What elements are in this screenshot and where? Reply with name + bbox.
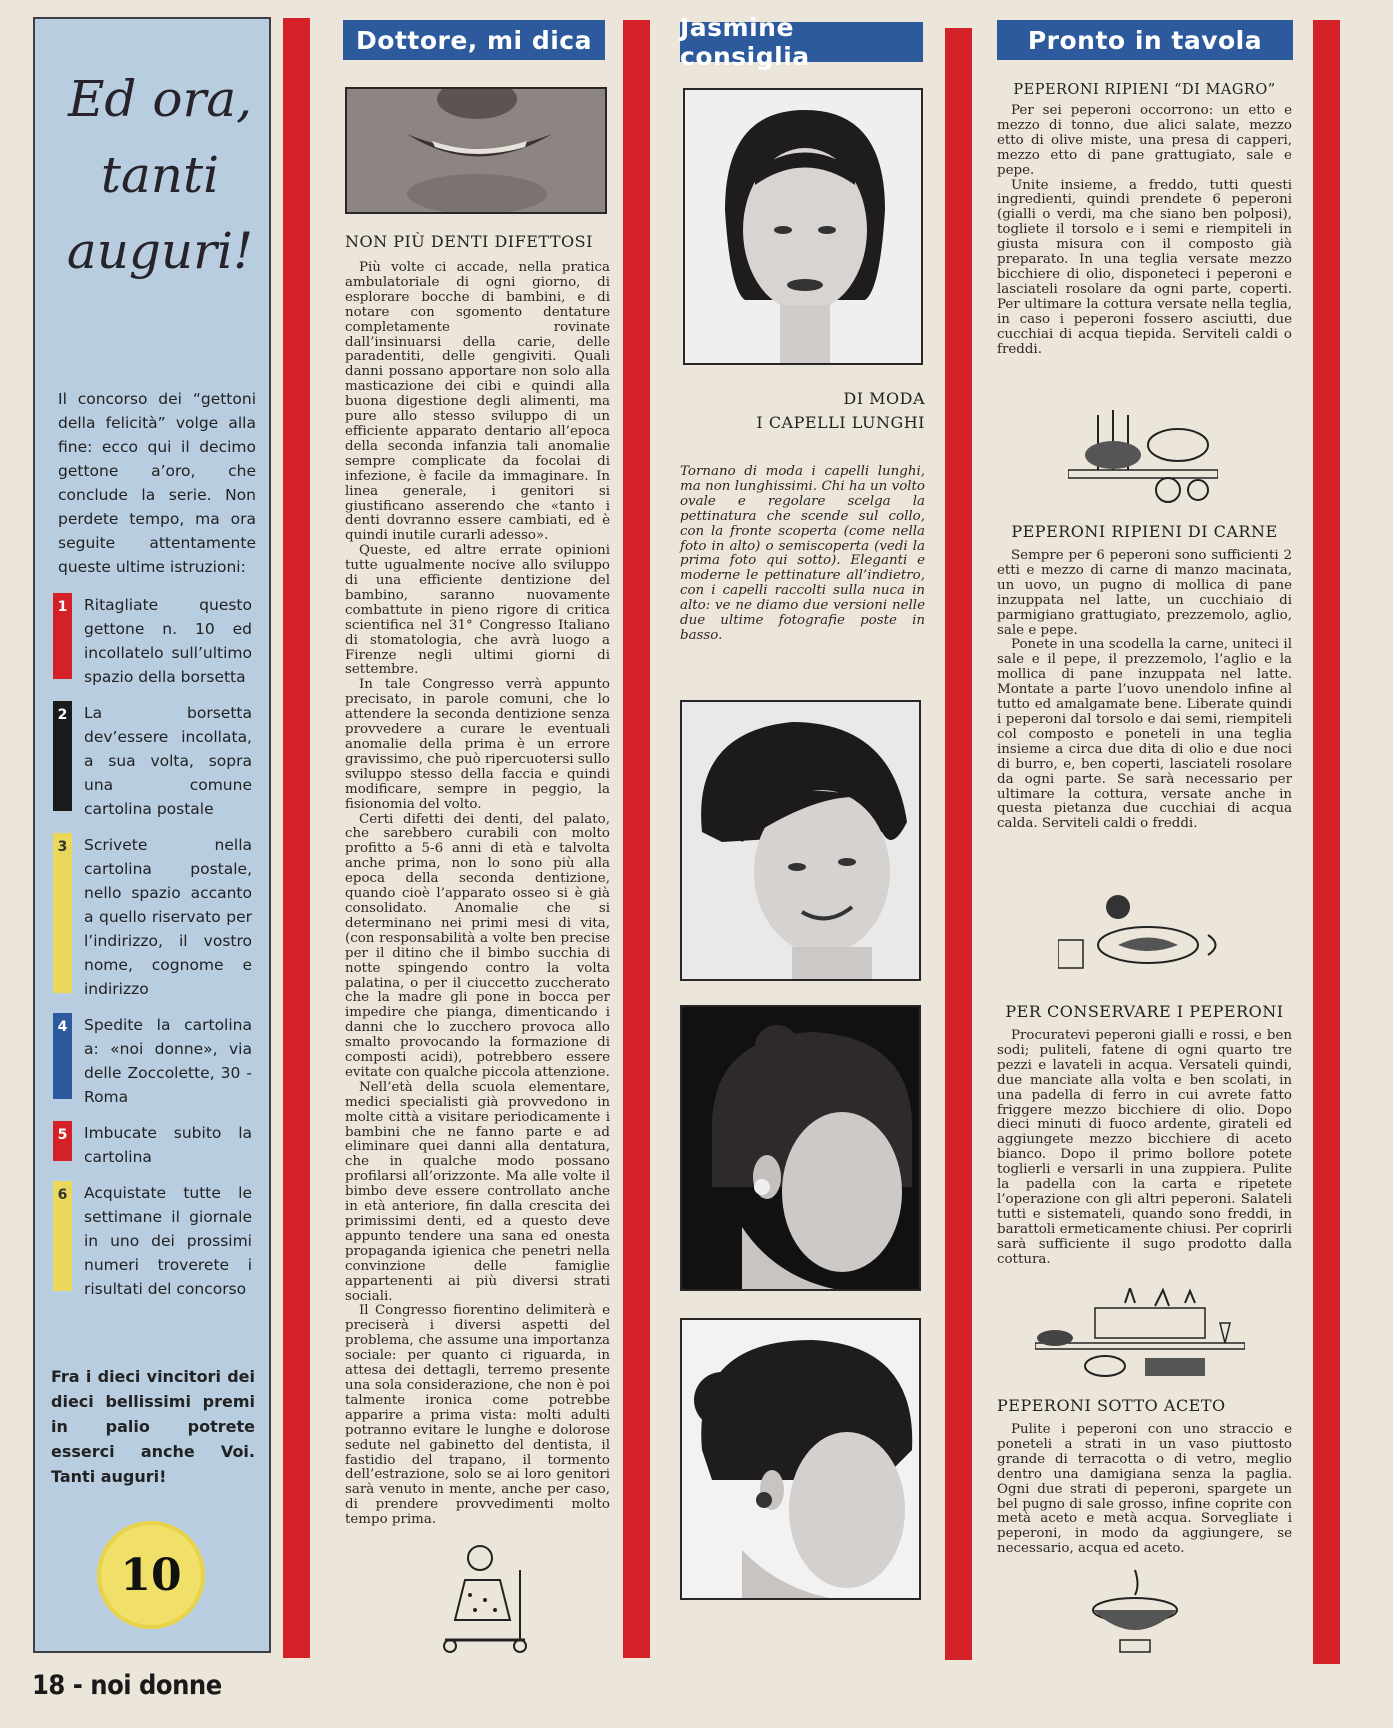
page-footer: 18 - noi donne <box>32 1670 222 1701</box>
recipes-column <box>997 522 1292 832</box>
heading-line: DI MODA <box>843 389 925 408</box>
step-number: 5 <box>53 1121 72 1161</box>
recipe-title: PEPERONI RIPIENI “DI MAGRO” <box>1013 82 1276 98</box>
recipe-title: PEPERONI RIPIENI DI CARNE <box>1011 522 1278 541</box>
step-item <box>53 593 263 689</box>
contest-sidebar <box>33 17 271 1653</box>
article-body: Tornano di moda i capelli lunghi, ma non lunghissimi. Chi ha un volto ovale e regolare scelga la pettinatura che scende sul collo, con la fronte scoperta (come nella foto in alto) o semiscoperta (vedi la prima foto qui sotto). Eleganti e moderne le pettinature all’indietro, con i capelli raccolti sulla nuca in alto: ve ne diamo due versioni nelle due ultime fotografie poste in basso. <box>680 464 925 643</box>
portrait-photo-3 <box>680 1005 921 1291</box>
fish-platter-illustration <box>1058 895 1228 979</box>
step-text: Scrivete nella cartolina postale, nello spazio accanto a quello riservato per l’indirizzo, il vostro nome, cognome e indirizzo <box>84 836 252 998</box>
dental-article <box>345 232 610 1528</box>
step-item <box>53 1121 263 1169</box>
step-number: 2 <box>53 701 72 811</box>
article-heading: NON PIÙ DENTI DIFETTOSI <box>345 232 593 251</box>
step-text: Ritagliate questo gettone n. 10 ed incollatelo sull’ultimo spazio della borsetta <box>84 596 252 686</box>
scooter-girl-illustration <box>425 1540 545 1664</box>
recipe-paragraph: Pulite i peperoni con uno straccio e poneteli a strati in un vaso piuttosto grande di terracotta o di vetro, meglio dentro una damigiana senza la paglia. Ogni due strati di peperoni, spargete un bel pugno di sale grosso, infine coprite con metà aceto e metà acqua. Sorvegliate i peperoni, in modo da aggiungere, se necessario, acqua ed aceto. <box>997 1422 1292 1557</box>
article-heading <box>680 387 925 435</box>
step-item <box>53 701 263 821</box>
step-text: Imbucate subito la cartolina <box>84 1124 252 1166</box>
article-paragraph: Nell’età della scuola elementare, medici specialisti già provvedono in molte città a visitare periodicamente i bambini che ne fanno parte e ad eliminare quei danni alla dentatura, che in qualche modo possano profilarsi all’orizzonte. Ma alle volte il bimbo deve essere controllato anche in età anteriore, fin dalla crescita dei primissimi denti, ed a questo deve appunto tendere una sana ed onesta propaganda igienica che penetri nella convinzione delle famiglie appartenenti ai più diversi strati sociali. <box>345 1079 610 1304</box>
fountain-bowl-illustration <box>1080 1565 1190 1664</box>
article-paragraph: Certi difetti dei denti, del palato, che sarebbero curabili con molto profitto a 5-6 anni di età e talvolta anche prima, non lo sono più alla epoca della seconda dentizione, quando cioè l’apparato osseo si è già consolidato. Anomalie che si determinano nei primi mesi di vita, (con responsabilità a volte ben precise per il ditino che il bimbo succhia di notte spingendo contro la volta palatina, o per il ciuccetto zuccherato che la madre gli pone in bocca per impedire che pianga, dimenticando i danni che lo zucchero provoca allo smalto provocando la formazione di composti acidi), potrebbero essere evitate con qualche piccola attenzione. <box>345 811 610 1080</box>
recipes-column <box>997 1002 1292 1268</box>
step-number: 3 <box>53 833 72 993</box>
step-text: Acquistate tutte le settimane il giornale in uno dei prossimi numeri troverete i risultati del concorso <box>84 1184 252 1298</box>
article-paragraph: Il Congresso fiorentino delimiterà e preciserà i diversi aspetti del problema, che assume una importanza sociale: per quanto ci riguarda, in attesa dei dettagli, terremo presente una sola considerazione, che non è poi talmente ironica come potrebbe apparire a prima vista: molti adulti potranno evitare le lunghe e dolorose sedute nel gabinetto del dentista, il fastidio del trapano, il tormento dell’estrazione, solo se ai loro genitori sarà venuto in mente, anche per caso, di prendere provvedimenti molto tempo prima. <box>345 1303 610 1528</box>
hair-article <box>680 387 925 644</box>
smile-photo <box>345 87 607 214</box>
recipe-paragraph: Per sei peperoni occorrono: un etto e mezzo di tonno, due alici salate, mezzo etto di olive miste, una presa di capperi, mezzo etto di pane grattugiato, sale e pepe. <box>997 103 1292 178</box>
step-text: Spedite la cartolina a: «noi donne», via delle Zoccolette, 30 - Roma <box>84 1016 252 1106</box>
portrait-photo-1 <box>683 88 923 365</box>
recipe-title: PEPERONI SOTTO ACETO <box>997 1396 1226 1415</box>
column-header-jasmine: Jasmine consiglia <box>680 22 923 62</box>
step-item <box>53 1181 263 1301</box>
recipe <box>997 1002 1292 1268</box>
recipe-body <box>997 549 1292 832</box>
step-item <box>53 1013 263 1109</box>
title-line: auguri! <box>66 222 254 280</box>
recipe <box>997 82 1292 357</box>
recipe <box>997 1396 1292 1557</box>
contest-intro: Il concorso dei “gettoni della felicità” volge alla fine: ecco qui il decimo gettone a’oro, che conclude la serie. Non perdete tempo, ma ora seguite attentamente queste ultime istruzioni: <box>58 390 256 576</box>
table-buffet-illustration <box>1035 1288 1245 1387</box>
step-item <box>53 833 263 1001</box>
smile-illustration <box>347 89 607 214</box>
article-paragraph: Più volte ci accade, nella pratica ambulatoriale di ogni giorno, di esplorare bocche di bambini, e di notare con sgomento dentature completamente rovinate dall’insinuarsi della carie, delle paradentiti, delle gengiviti. Quali danni possano apportare non solo alla masticazione dei cibi e quindi alla buona digestione degli alimenti, ma pure allo stesso sviluppo di un efficiente apparato dentario all’epoca della seconda infanzia tali anomalie sempre complicate da focolai di infezione, è facile da immaginare. In linea generale, i genitori si giustificano asserendo che «tanto i denti dovranno essere cambiati, ed è quindi inutile curarli adesso». <box>345 260 610 544</box>
step-number: 1 <box>53 593 72 679</box>
contest-closing: Fra i dieci vincitori dei dieci bellissimi premi in palio potrete esserci anche Voi. Tanti auguri! <box>51 1367 255 1486</box>
recipe-body <box>997 1029 1292 1268</box>
portrait-photo-4 <box>680 1318 921 1600</box>
recipe-paragraph: Unite insieme, a freddo, tutti questi ingredienti, quindi prendete 6 peperoni (gialli o verdi, ma che siano ben polposi), togliete il torsolo e i semi e riempiteli in giusta misura con il composto già preparato. In una teglia versate mezzo bicchiere di olio, disponeteci i peperoni e lasciateli rosolare da ogni parte, coperti. Per ultimare la cottura versate nella teglia, in caso i peperoni fossero asciutti, due cucchiai di acqua tiepida. Serviteli caldi o freddi. <box>997 177 1292 357</box>
recipes-column <box>997 1396 1292 1557</box>
step-text: La borsetta dev’essere incollata, a sua volta, sopra una comune cartolina postale <box>84 704 252 818</box>
article-paragraph: In tale Congresso verrà appunto precisato, in parole comuni, che lo attendere la seconda dentizione senza provvedere a curare le eventuali anomalie della prima è un errore gravissimo, che può ripercuotersi sullo sviluppo stesso della faccia e quindi modificare, sempre in peggio, la fisionomia del volto. <box>345 677 610 812</box>
red-divider <box>623 20 650 1658</box>
article-body <box>345 261 610 1528</box>
recipes-column <box>997 82 1292 357</box>
recipe <box>997 522 1292 832</box>
portrait-photo-2 <box>680 700 921 981</box>
instruction-steps <box>53 593 263 1313</box>
red-divider <box>283 18 310 1658</box>
recipe-body <box>997 104 1292 357</box>
column-header-kitchen: Pronto in tavola <box>997 20 1293 60</box>
recipe-paragraph: Ponete in una scodella la carne, uniteci il sale e il pepe, il prezzemolo, l’aglio e la mollica di pane inzuppata nel latte. Montate a parte l’uovo unendolo infine al tutto ed amalgamate bene. Liberate quindi i peperoni dal torsolo e dai semi, riempiteli col composto e poneteli in una teglia insieme a circa due dita di olio e due noci di burro, e, ben coperti, lasciateli rosolare da ogni parte. Se sarà necessario per ultimare la cottura, versate anche in questa pietanza due cucchiai di acqua calda. Serviteli caldi o freddi. <box>997 637 1292 832</box>
red-divider <box>945 28 972 1660</box>
red-divider <box>1313 20 1340 1664</box>
recipe-body <box>997 1423 1292 1557</box>
step-number: 4 <box>53 1013 72 1099</box>
recipe-title: PER CONSERVARE I PEPERONI <box>1005 1002 1284 1021</box>
token-badge: 10 <box>97 1521 205 1629</box>
article-paragraph: Queste, ed altre errate opinioni tutte ugualmente nocive allo sviluppo di una efficiente dentizione del bambino, saranno nuovamente combattute in pieno rigore di critica scientifica nel 31° Congresso Italiano di stomatologia, che avrà luogo a Firenze negli ultimi giorni di settembre. <box>345 543 610 678</box>
column-header-doctor: Dottore, mi dica <box>343 20 605 60</box>
title-line: Ed ora, <box>67 70 253 128</box>
heading-line: I CAPELLI LUNGHI <box>756 413 925 432</box>
title-line: tanti <box>100 146 220 204</box>
step-number: 6 <box>53 1181 72 1291</box>
recipe-paragraph: Sempre per 6 peperoni sono sufficienti 2 etti e mezzo di carne di manzo macinata, un uovo, un pugno di mollica di pane inzuppata nel latte, un cucchiaio di parmigiano grattugiato, prezzemolo, aglio, sale e pepe. <box>997 548 1292 638</box>
recipe-paragraph: Procuratevi peperoni gialli e rossi, e ben sodi; puliteli, fatene di ogni quarto tre pezzi e lavateli in acqua. Versateli quindi, due manciate alla volta e ben scolati, in una padella di ferro in cui avrete fatto friggere mezzo bicchiere di olio. Dopo dieci minuti di fuoco ardente, girateli ed aggiungete mezzo bicchiere di aceto bianco. Dopo il primo bollore potete toglierli e versarli in una zuppiera. Pulite la padella con la carta e ripetete l’operazione con gli altri peperoni. Salateli tutti e sistemateli, quando sono freddi, in barattoli ermeticamente chiusi. Per coprirli sarà sufficiente il sugo prodotto dalla cottura. <box>997 1028 1292 1267</box>
table-setting-illustration <box>1068 395 1218 509</box>
sidebar-script-title <box>55 61 265 289</box>
